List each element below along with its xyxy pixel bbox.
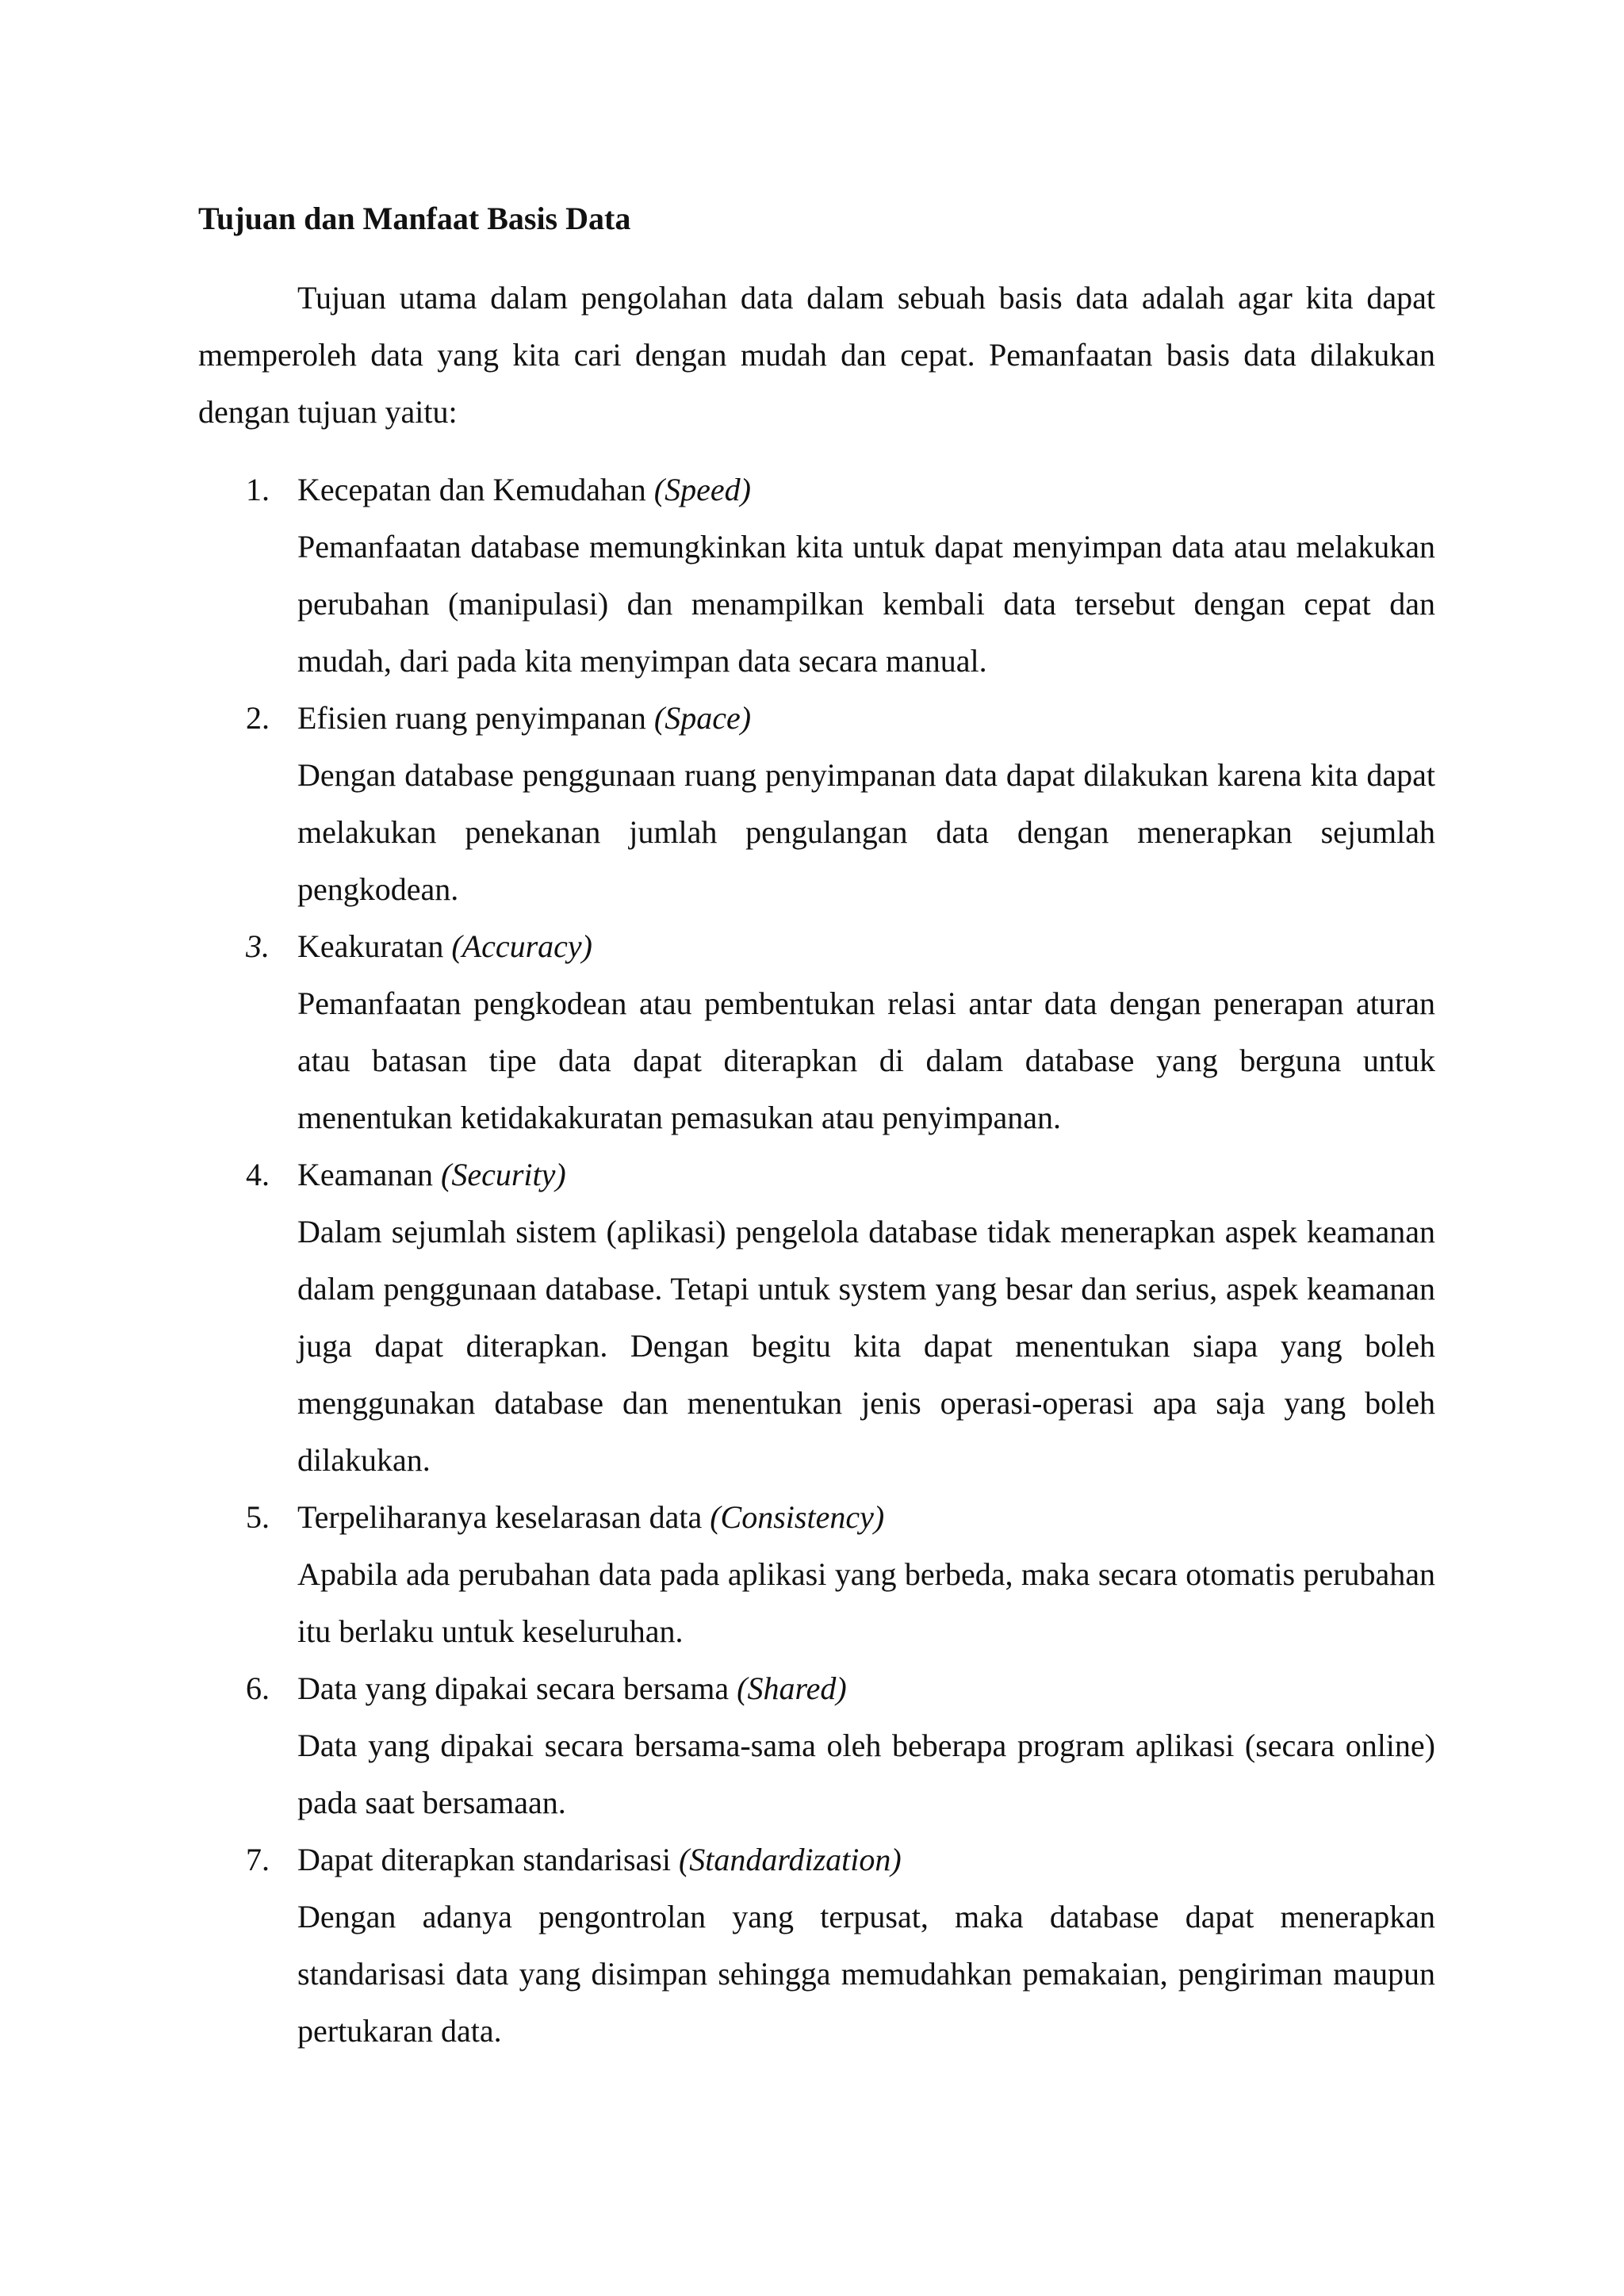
list-item: [198, 1831, 1435, 2060]
item-term: (Shared): [737, 1670, 847, 1706]
item-heading-text: Keakuratan: [297, 928, 444, 964]
item-number: 1.: [246, 472, 270, 507]
item-heading: [297, 690, 1435, 747]
item-term: (Security): [441, 1157, 566, 1192]
item-body: Dengan adanya pengontrolan yang terpusat, maka database dapat menerapkan standarisasi data yang disimpan sehingga memudahkan pemakaian, pengiriman maupun pertukaran data.: [297, 1899, 1435, 2049]
item-heading: [297, 1831, 1435, 1888]
list-item: [198, 1146, 1435, 1489]
item-body: Pemanfaatan pengkodean atau pembentukan relasi antar data dengan penerapan aturan atau batasan tipe data dapat diterapkan di dalam database yang berguna untuk menentukan ketidakakuratan pemasukan atau penyimpanan.: [297, 985, 1435, 1135]
item-heading: [297, 1489, 1435, 1546]
item-term: (Consistency): [710, 1499, 885, 1535]
list-item: [198, 690, 1435, 918]
item-heading-text: Efisien ruang penyimpanan: [297, 700, 646, 736]
item-body: Dengan database penggunaan ruang penyimpanan data dapat dilakukan karena kita dapat melakukan penekanan jumlah pengulangan data dengan menerapkan sejumlah pengkodean.: [297, 757, 1435, 907]
item-term: (Space): [653, 700, 752, 736]
intro-paragraph: Tujuan utama dalam pengolahan data dalam sebuah basis data adalah agar kita dapat memperoleh data yang kita cari dengan mudah dan cepat. Pemanfaatan basis data dilakukan dengan tujuan yaitu:: [198, 280, 1435, 430]
item-heading: [297, 1146, 1435, 1203]
item-heading-text: Data yang dipakai secara bersama: [297, 1670, 730, 1706]
item-number: 7.: [246, 1842, 270, 1877]
list-item: [198, 1660, 1435, 1831]
item-number: 4.: [246, 1157, 270, 1192]
list-item: [198, 918, 1435, 1146]
item-body: Data yang dipakai secara bersama-sama oleh beberapa program aplikasi (secara online) pada saat bersamaan.: [297, 1728, 1435, 1820]
item-term: (Speed): [653, 472, 751, 507]
item-number: 2.: [246, 700, 270, 736]
item-body: Dalam sejumlah sistem (aplikasi) pengelola database tidak menerapkan aspek keamanan dalam penggunaan database. Tetapi untuk system yang besar dan serius, aspek keamanan juga dapat diterapkan. Dengan begitu kita dapat menentukan siapa yang boleh menggunakan database dan menentukan jenis operasi-operasi apa saja yang boleh dilakukan.: [297, 1214, 1435, 1478]
item-number: 5.: [246, 1499, 270, 1535]
item-heading-text: Kecepatan dan Kemudahan: [297, 472, 646, 507]
item-term: (Standardization): [678, 1842, 902, 1877]
item-heading-text: Terpeliharanya keselarasan data: [297, 1499, 703, 1535]
item-heading: [297, 918, 1435, 975]
list-item: [198, 1489, 1435, 1660]
section-title: Tujuan dan Manfaat Basis Data: [198, 201, 631, 236]
item-number: 3.: [246, 928, 270, 964]
item-heading-text: Dapat diterapkan standarisasi: [297, 1842, 671, 1877]
list-item: [198, 461, 1435, 690]
item-heading-text: Keamanan: [297, 1157, 434, 1192]
item-body: Apabila ada perubahan data pada aplikasi yang berbeda, maka secara otomatis perubahan itu berlaku untuk keseluruhan.: [297, 1556, 1435, 1649]
item-number: 6.: [246, 1670, 270, 1706]
item-body: Pemanfaatan database memungkinkan kita untuk dapat menyimpan data atau melakukan perubahan (manipulasi) dan menampilkan kembali data tersebut dengan cepat dan mudah, dari pada kita menyimpan data secara manual.: [297, 529, 1435, 679]
item-term: (Accuracy): [451, 928, 592, 964]
item-heading: [297, 1660, 1435, 1717]
benefits-list: [198, 461, 1435, 2060]
item-heading: [297, 461, 1435, 519]
